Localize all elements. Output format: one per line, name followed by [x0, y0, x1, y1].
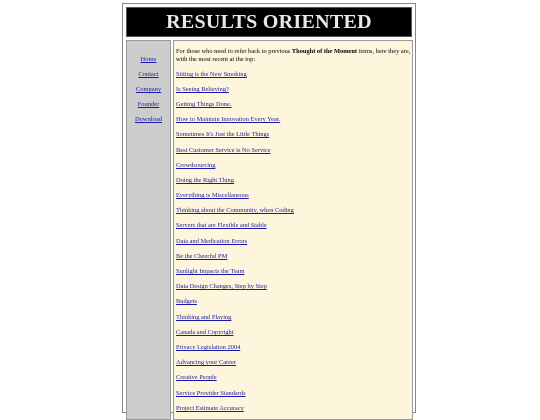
nav-link-founder[interactable]: Founder	[137, 101, 160, 108]
thought-link[interactable]: Project Estimate Accuracy	[176, 405, 244, 412]
thought-link[interactable]: Is Seeing Believing?	[176, 86, 229, 93]
nav-link-contact[interactable]: Contact	[138, 71, 159, 78]
thought-link[interactable]: Servers that are Flexible and Stable	[176, 222, 267, 229]
intro-text-end: items, here they are, with the most recent at the top:	[176, 48, 411, 63]
nav-link-download[interactable]: Download	[134, 116, 163, 123]
thought-link[interactable]: Budgets	[176, 298, 197, 305]
site-banner	[126, 7, 412, 37]
thought-link[interactable]: Sunlight Impacts the Team	[176, 268, 245, 275]
thought-link[interactable]: Advancing your Career	[176, 359, 236, 366]
thought-link[interactable]: Thinking about the Community, when Coding	[176, 207, 294, 214]
intro-paragraph	[176, 48, 412, 63]
thought-link[interactable]: Creative People	[176, 374, 217, 381]
intro-bold-term: Thought of the Moment	[291, 48, 358, 55]
thought-link[interactable]: How to Maintain Innovation Every Year.	[176, 116, 281, 123]
thought-link[interactable]: Doing the Right Thing	[176, 177, 234, 184]
thought-link[interactable]: Everything is Miscellaneous	[176, 192, 249, 199]
nav-link-home[interactable]: Home	[140, 56, 157, 63]
thought-link[interactable]: Sometimes It's Just the Little Things	[176, 131, 270, 138]
thought-link[interactable]: Sitting is the New Smoking	[176, 71, 247, 78]
intro-text-start: For those who need to refer back to previous	[176, 48, 292, 55]
sidebar-nav	[126, 40, 171, 420]
thought-link[interactable]: Thinking and Playing	[176, 314, 232, 321]
thought-link[interactable]: Data Design Changes, Step by Step	[176, 283, 267, 290]
thought-link[interactable]: Best Customer Service is No Service	[176, 147, 271, 154]
thought-link[interactable]: Service Provider Standards	[176, 390, 246, 397]
thought-link[interactable]: Canada and Copyright	[176, 329, 234, 336]
page-frame	[122, 3, 416, 413]
main-content	[173, 40, 413, 420]
thought-link[interactable]: Getting Things Done.	[176, 101, 232, 108]
nav-link-company[interactable]: Company	[135, 86, 162, 93]
thought-link[interactable]: Crowdsourcing	[176, 162, 216, 169]
site-title: RESULTS ORIENTED	[166, 10, 372, 33]
thought-link[interactable]: Be the Cheerful PM	[176, 253, 228, 260]
thought-link[interactable]: Privacy Legislation 2004	[176, 344, 241, 351]
thought-link[interactable]: Data and Medication Errors	[176, 238, 248, 245]
